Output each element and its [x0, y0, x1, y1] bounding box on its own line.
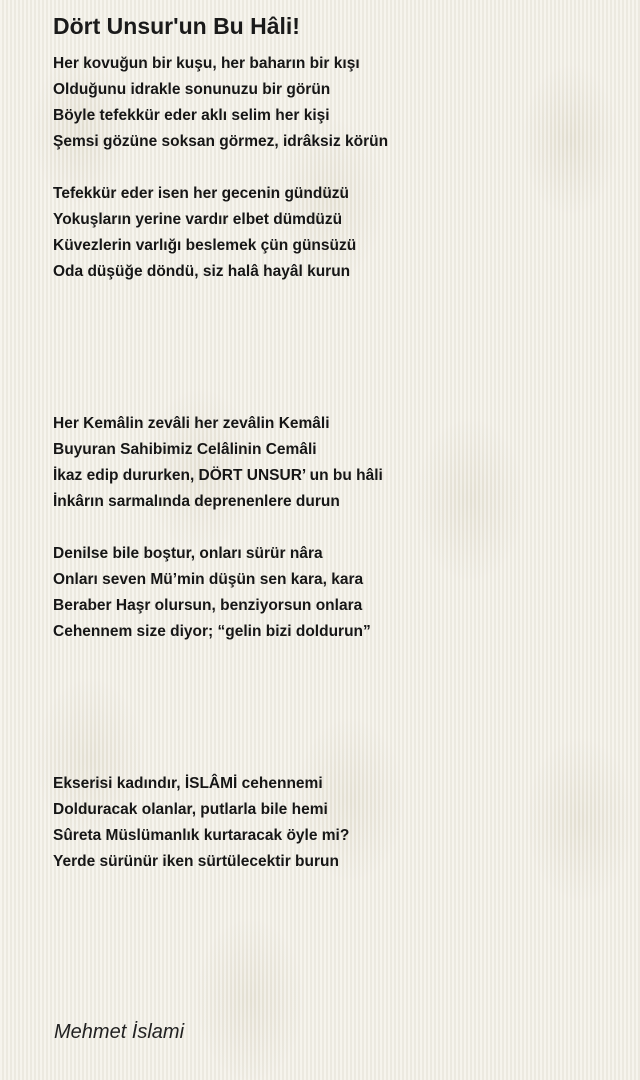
poem-line: Onları seven Mü’min düşün sen kara, kara [53, 571, 364, 588]
poem-line: Ekserisi kadındır, İSLÂMİ cehennemi [53, 775, 323, 792]
poem-line: Sûreta Müslümanlık kurtaracak öyle mi? [53, 827, 350, 844]
poem-line: Dolduracak olanlar, putlarla bile hemi [53, 801, 328, 818]
stanza-2 [53, 181, 356, 285]
stanza-3 [53, 411, 383, 515]
poem-line: Buyuran Sahibimiz Celâlinin Cemâli [53, 441, 317, 458]
poem-line: Cehennem size diyor; “gelin bizi doldurun” [53, 623, 371, 640]
poem-line: Her kovuğun bir kuşu, her baharın bir kışı [53, 55, 360, 72]
poem-line: Şemsi gözüne soksan görmez, idrâksiz körün [53, 133, 389, 150]
stanza-5 [53, 771, 349, 875]
poem-line: Yerde sürünür iken sürtülecektir burun [53, 853, 339, 870]
poem-line: İnkârın sarmalında deprenenlere durun [53, 493, 340, 510]
poem-title: Dört Unsur'un Bu Hâli! [53, 13, 300, 39]
poem-line: Küvezlerin varlığı beslemek çün günsüzü [53, 237, 357, 254]
stanza-4 [53, 541, 371, 645]
poem-line: Denilse bile boştur, onları sürür nâra [53, 545, 323, 562]
poem-line: Böyle tefekkür eder aklı selim her kişi [53, 107, 330, 124]
stanza-1 [53, 51, 388, 155]
poem-line: İkaz edip dururken, DÖRT UNSUR’ un bu hâli [53, 467, 383, 484]
poem-line: Olduğunu idrakle sonunuzu bir görün [53, 81, 331, 98]
poem-line: Her Kemâlin zevâli her zevâlin Kemâli [53, 415, 330, 432]
poem-line: Beraber Haşr olursun, benziyorsun onlara [53, 597, 363, 614]
poem-line: Oda düşüğe döndü, siz halâ hayâl kurun [53, 263, 351, 280]
poem-author: Mehmet İslami [54, 1021, 185, 1043]
poem-line: Yokuşların yerine vardır elbet dümdüzü [53, 211, 343, 228]
poem-line: Tefekkür eder isen her gecenin gündüzü [53, 185, 349, 202]
